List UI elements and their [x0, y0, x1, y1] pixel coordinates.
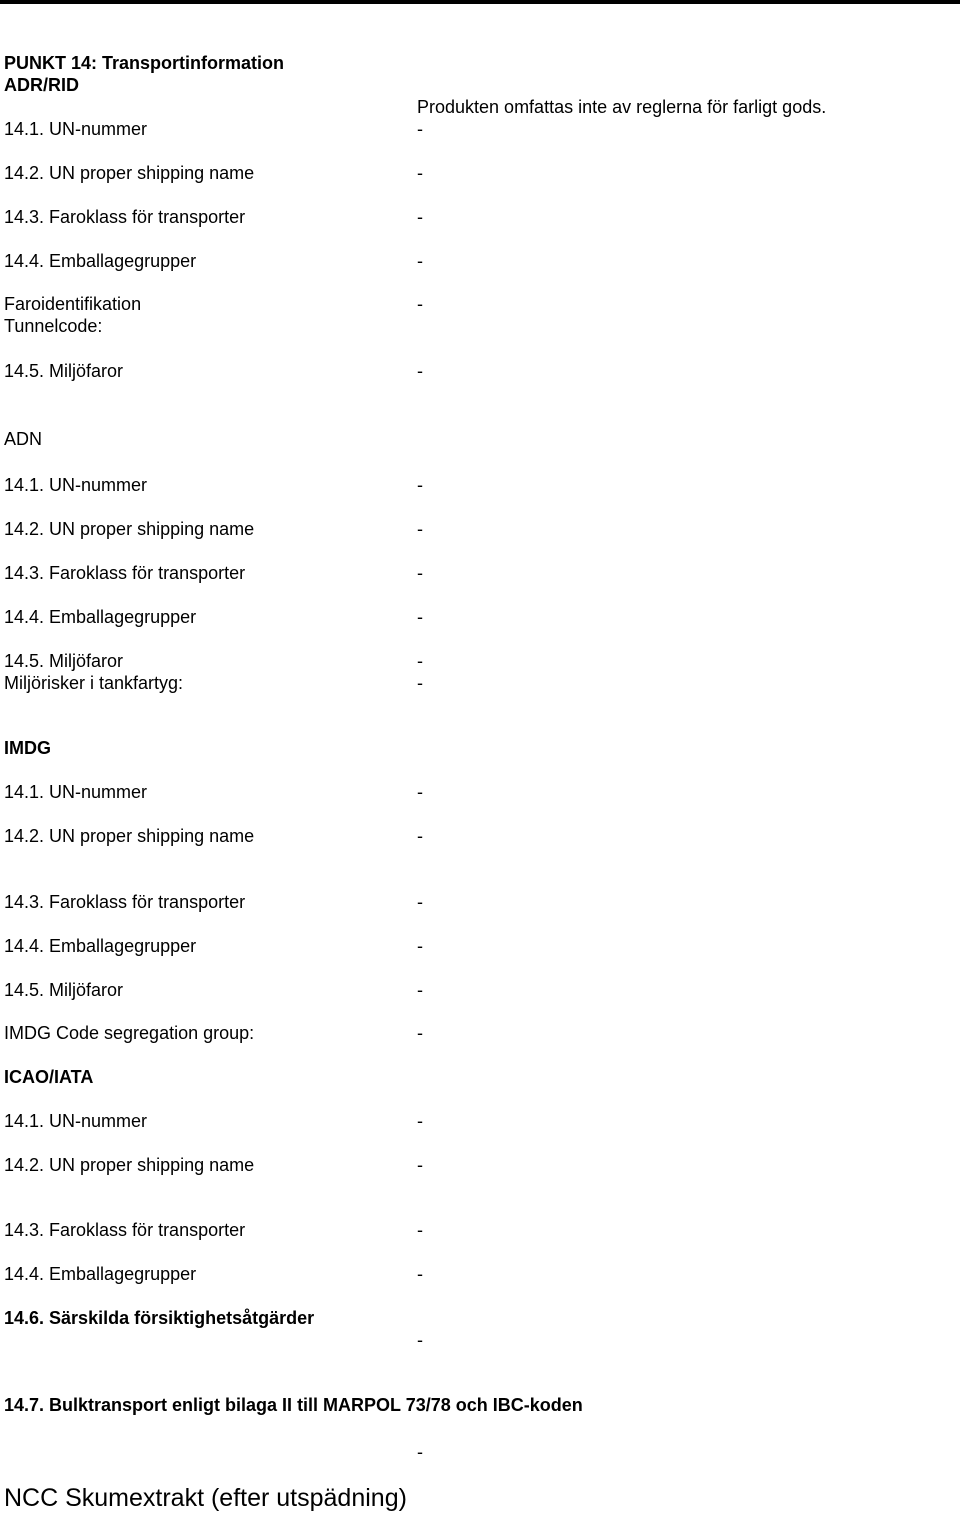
imdg-packing-group-value: -	[417, 936, 423, 956]
adr-env-hazard-label: 14.5. Miljöfaror	[4, 361, 124, 381]
adn-shipping-name-label: 14.2. UN proper shipping name	[4, 519, 255, 539]
icao-shipping-name-value: -	[417, 1155, 423, 1175]
adr-packing-group-label: 14.4. Emballagegrupper	[4, 251, 197, 271]
icao-hazard-class-value: -	[417, 1220, 423, 1240]
adn-env-hazard-label: 14.5. Miljöfaror	[4, 651, 124, 671]
adn-tank-risk-label: Miljörisker i tankfartyg:	[4, 673, 184, 693]
bulk-transport-heading: 14.7. Bulktransport enligt bilaga II till MARPOL 73/78 och IBC-koden	[4, 1395, 583, 1415]
imdg-segregation-value: -	[417, 1023, 423, 1043]
imdg-hazard-class-value: -	[417, 892, 423, 912]
imdg-env-hazard-label: 14.5. Miljöfaror	[4, 980, 124, 1000]
special-precautions-value: -	[417, 1330, 423, 1350]
adn-un-number-label: 14.1. UN-nummer	[4, 475, 148, 495]
imdg-shipping-name-label: 14.2. UN proper shipping name	[4, 826, 255, 846]
adn-packing-group-value: -	[417, 607, 423, 627]
adr-un-number-value: -	[417, 119, 423, 139]
imdg-hazard-class-label: 14.3. Faroklass för transporter	[4, 892, 246, 912]
special-precautions-heading: 14.6. Särskilda försiktighetsåtgärder	[4, 1308, 315, 1328]
imdg-env-hazard-value: -	[417, 980, 423, 1000]
adr-rid-heading: ADR/RID	[4, 75, 79, 95]
imdg-un-number-label: 14.1. UN-nummer	[4, 782, 148, 802]
adr-hazard-class-value: -	[417, 207, 423, 227]
adn-hazard-class-label: 14.3. Faroklass för transporter	[4, 563, 246, 583]
adr-hazard-id-value: -	[417, 294, 423, 314]
footer-product-name: NCC Skumextrakt (efter utspädning)	[4, 1484, 407, 1512]
section-title: PUNKT 14: Transportinformation	[4, 53, 285, 73]
adn-heading: ADN	[4, 429, 43, 449]
icao-iata-heading: ICAO/IATA	[4, 1067, 94, 1087]
adr-hazard-class-label: 14.3. Faroklass för transporter	[4, 207, 246, 227]
icao-packing-group-value: -	[417, 1264, 423, 1284]
adn-hazard-class-value: -	[417, 563, 423, 583]
icao-un-number-label: 14.1. UN-nummer	[4, 1111, 148, 1131]
top-rule	[0, 0, 960, 4]
imdg-shipping-name-value: -	[417, 826, 423, 846]
adr-tunnel-code-label: Tunnelcode:	[4, 316, 103, 336]
adr-rid-note: Produkten omfattas inte av reglerna för farligt gods.	[417, 97, 827, 117]
icao-un-number-value: -	[417, 1111, 423, 1131]
icao-packing-group-label: 14.4. Emballagegrupper	[4, 1264, 197, 1284]
adr-shipping-name-label: 14.2. UN proper shipping name	[4, 163, 255, 183]
adr-un-number-label: 14.1. UN-nummer	[4, 119, 148, 139]
imdg-heading: IMDG	[4, 738, 51, 758]
adr-packing-group-value: -	[417, 251, 423, 271]
imdg-segregation-label: IMDG Code segregation group:	[4, 1023, 255, 1043]
adn-tank-risk-value: -	[417, 673, 423, 693]
adn-env-hazard-value: -	[417, 651, 423, 671]
icao-hazard-class-label: 14.3. Faroklass för transporter	[4, 1220, 246, 1240]
adr-shipping-name-value: -	[417, 163, 423, 183]
imdg-packing-group-label: 14.4. Emballagegrupper	[4, 936, 197, 956]
adn-packing-group-label: 14.4. Emballagegrupper	[4, 607, 197, 627]
imdg-un-number-value: -	[417, 782, 423, 802]
bulk-transport-value: -	[417, 1442, 423, 1462]
adn-un-number-value: -	[417, 475, 423, 495]
adn-shipping-name-value: -	[417, 519, 423, 539]
adr-hazard-id-label: Faroidentifikation	[4, 294, 142, 314]
adr-env-hazard-value: -	[417, 361, 423, 381]
icao-shipping-name-label: 14.2. UN proper shipping name	[4, 1155, 255, 1175]
